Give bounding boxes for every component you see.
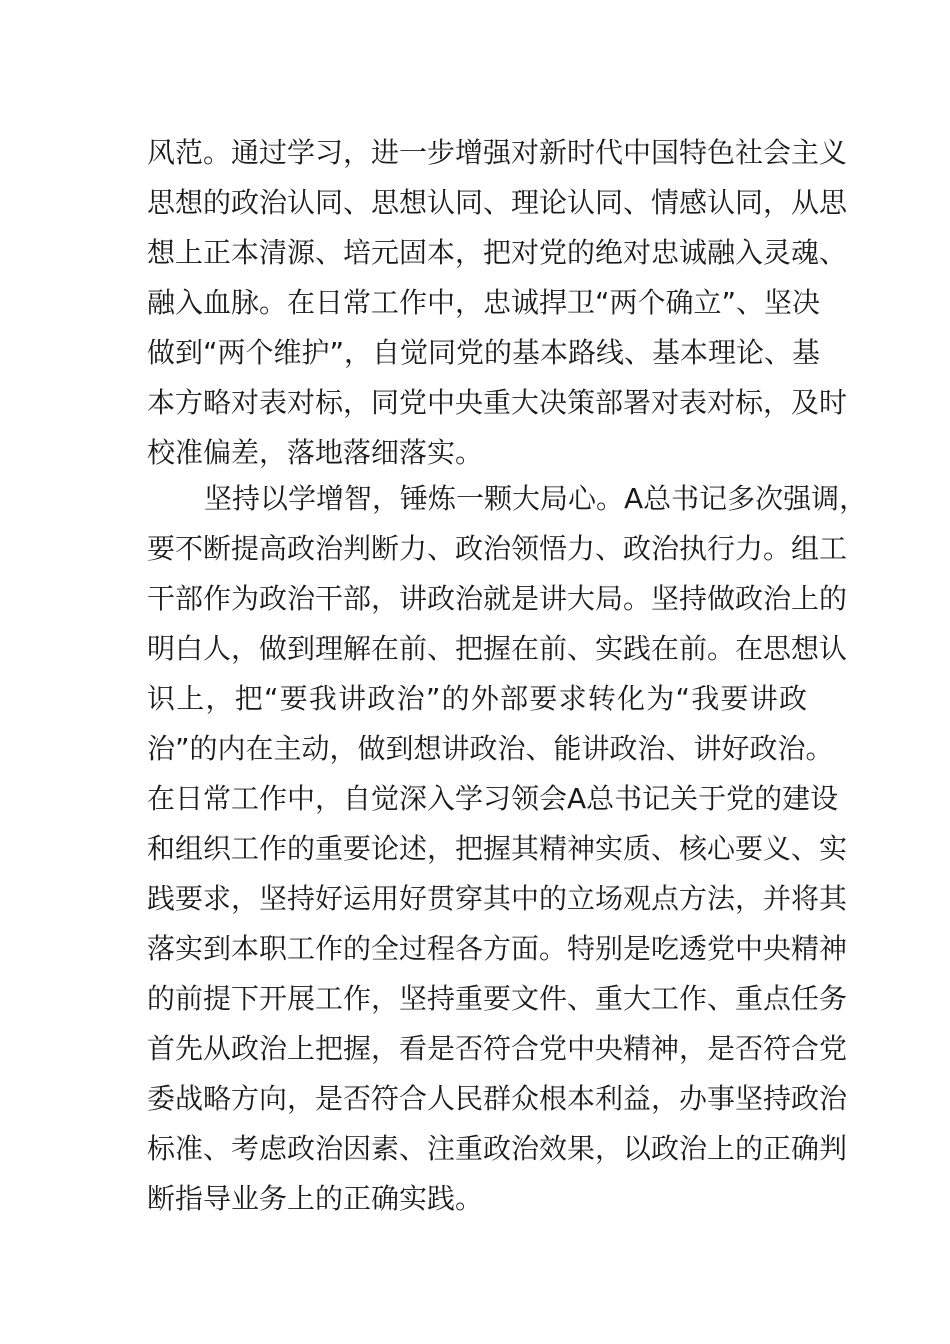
text-line: 委战略方向，是否符合人民群众根本利益，办事坚持政治 (147, 1082, 848, 1115)
text-line: 治”的内在主动，做到想讲政治、能讲政治、讲好政治。 (147, 732, 834, 765)
text-line: 在日常工作中，自觉深入学习领会A总书记关于党的建设 (147, 782, 839, 815)
text-line: 识上，把“要我讲政治”的外部要求转化为“我要讲政 (147, 682, 807, 715)
text-line: 本方略对表对标，同党中央重大决策部署对表对标，及时 (147, 386, 848, 419)
text-line: 践要求，坚持好运用好贯穿其中的立场观点方法，并将其 (147, 882, 848, 915)
text-line: 要不断提高政治判断力、政治领悟力、政治执行力。组工 (147, 532, 848, 565)
text-line: 和组织工作的重要论述，把握其精神实质、核心要义、实 (147, 832, 848, 865)
text-line: 干部作为政治干部，讲政治就是讲大局。坚持做政治上的 (147, 582, 848, 615)
text-line: 坚持以学增智，锤炼一颗大局心。A总书记多次强调， (204, 482, 868, 515)
text-line: 明白人，做到理解在前、把握在前、实践在前。在思想认 (147, 632, 848, 665)
text-line: 断指导业务上的正确实践。 (147, 1182, 484, 1215)
text-line: 首先从政治上把握，看是否符合党中央精神，是否符合党 (147, 1032, 848, 1065)
text-line: 风范。通过学习，进一步增强对新时代中国特色社会主义 (147, 136, 848, 169)
text-line: 做到“两个维护”，自觉同党的基本路线、基本理论、基 (147, 336, 821, 369)
text-line: 想上正本清源、培元固本，把对党的绝对忠诚融入灵魂、 (147, 236, 848, 269)
text-line: 校准偏差，落地落细落实。 (147, 436, 484, 469)
text-line: 落实到本职工作的全过程各方面。特别是吃透党中央精神 (147, 932, 848, 965)
text-line: 标准、考虑政治因素、注重政治效果，以政治上的正确判 (147, 1132, 848, 1165)
text-line: 的前提下开展工作，坚持重要文件、重大工作、重点任务 (147, 982, 848, 1015)
text-line: 融入血脉。在日常工作中，忠诚捍卫“两个确立”、坚决 (147, 286, 821, 319)
text-line: 思想的政治认同、思想认同、理论认同、情感认同，从思 (147, 186, 848, 219)
